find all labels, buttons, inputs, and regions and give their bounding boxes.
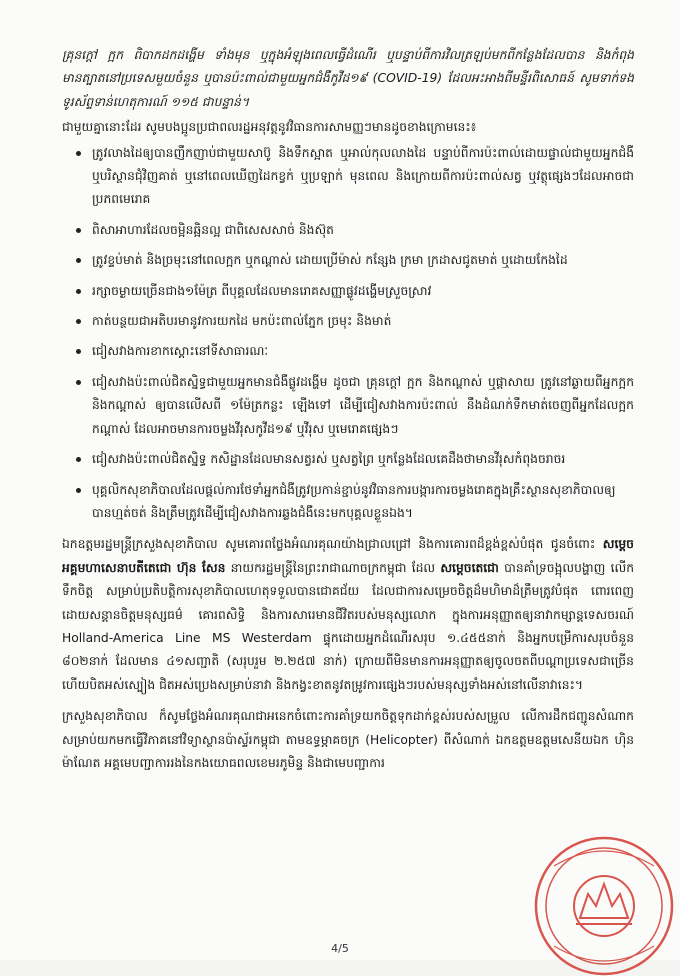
list-item: បុគ្គលិកសុខាភិបាលដែលផ្តល់ការថែទាំអ្នកជំងឺត្រូវប្រកាន់ខ្ជាប់នូវវិធានការបង្ការការចម្លងរោគក្នុងគ្រឹះស្ថានសុខាភិបាលឲ្យបានហ្មត់ចត់ និងត្រឹមត្រូវដើម្បីជៀសវាងការឆ្លងជំងឺនេះមកបុគ្គលខ្លួនឯង។ [92,479,634,526]
gratitude-text-3: បានគាំទ្រចង្អុលបង្ហាញ លើកទឹកចិត្ត សម្រាប់ប្រតិបត្តិការសុខាភិបាលហេតុទទួលបានជោគជ័យ ដែលជាការសម្រេចចិត្តដ៏មហិមាដ៏ត្រឹមត្រូវបំផុត ពោរពេញដោយសន្តានចិត្តមនុស្សធម៌ គោរពសិទ្ធិ និងការសារេមានជីវិតរបស់មនុស្សលោក ក្នុងការអនុញ្ញាតឲ្យនាវាកម្សាន្តទេសចរណ៍ Holland-America Line MS Westerdam ផ្ទុកដោយអ្នកដំណើរសរុប ១.៤៥៥នាក់ និងអ្នកបម្រើការសរុបចំនួន ៨០២នាក់ ដែលមាន ៤១សញ្ជាតិ (សរុបរួម ២.២៥៧ នាក់) ក្រោយពីមិនមានការអនុញ្ញាតឲ្យចូលចតពីបណ្តាប្រទេសជាច្រើន ហើយបិតអស់ស្បៀង ជិតអស់ប្រេងសម្រាប់នាវា និងកង្វះខាតនូវតម្រូវការផ្សេងៗរបស់មនុស្សទាំងអស់នៅលើនាវានេះ។ [62,560,635,692]
measures-list [62,142,634,526]
list-item: ជៀសវាងប៉ះពាល់ជិតស្និទ្ធ កសិដ្ឋានដែលមានសត្វរស់ ឬសត្វព្រៃ ឬកន្លែងដែលគេដឹងថាមានវីរុសកំពុងចរាចរ [92,448,634,471]
gratitude-text-2: នាយករដ្ឋមន្ត្រីនៃព្រះរាជាណាចក្រកម្ពុជា ដែល [225,560,441,575]
prime-minister-short-title: សម្តេចតេជោ [440,560,499,575]
list-item: កាត់បន្ថយជាអតិបរមានូវការយកដៃ មកប៉ះពាល់ភ្នែក ច្រមុះ និងមាត់ [92,310,634,333]
gratitude-paragraph [62,533,634,697]
list-item: រក្សាចម្ងាយច្រើនជាង១ម៉ែត្រ ពីបុគ្គលដែលមានរោគសញ្ញាផ្លូវដង្ហើមស្រួចស្រាវ [92,280,634,303]
list-item: ជៀសវាងប៉ះពាល់ជិតស្និទ្ធជាមួយអ្នកមានជំងឺផ្លូវដង្ហើម ដូចជា គ្រុនក្តៅ ក្អក និងកណ្តាស់ ឬផ្តាសាយ ត្រូវនៅឆ្ងាយពីអ្នកក្អក និងកណ្តាស់ ឲ្យបានលើសពី ១ម៉ែត្រកន្លះ ឡើងទៅ ដើម្បីជៀសវាងការប៉ះពាល់ នឹងដំណក់ទឹកមាត់ចេញពីអ្នកដែលក្អក កណ្តាស់ ដែលអាចមានការចម្លងវីរុសកូវីដ១៩ ឬវីរុស ឬមេរោគផ្សេងៗ [92,371,634,441]
lead-sentence: ជាមួយគ្នានោះដែរ សូមបងប្អូនប្រជាពលរដ្ឋអនុវត្តនូវវិធានការសាមញ្ញៗមានដូចខាងក្រោមនេះ៖ [62,120,477,135]
list-item: ជៀសវាងការខាកស្តោះនៅទីសាធារណៈ [92,340,634,363]
document-body [62,44,634,775]
helicopter-paragraph: ក្រសួងសុខាភិបាល ក៏សូមថ្លែងអំណរគុណជាអនេកចំពោះការគាំទ្រយកចិត្តទុកដាក់ខ្ពស់របស់សម្រួល លើការដឹកជញ្ជូនសំណាកសម្រាប់យកមកធ្វើវិភាគនៅវិទ្យាស្ថានប៉ាស្ទ័រកម្ពុជា តាមឧទ្ធម្ភាគចក្រ (Helicopter) ពីសំណាក់ ឯកឧត្តមឧត្តមសេនីយឯក ហ៊ិន ម៉ាណែត អគ្គមេបញ្ជាការរងនៃកងយោធពលខេមរភូមិន្ទ និងជាមេបញ្ជាការ [62,709,634,770]
list-item: ពិសាអាហារដែលចម្អិនឆ្អិនល្អ ជាពិសេសសាច់ និងស៊ុត [92,219,634,242]
prime-minister-name: សម្តេចអគ្គមហាសេនាបតីតេជោ ហ៊ុន សែន [62,537,634,575]
page-number: 4/5 [331,942,349,955]
intro-paragraph: គ្រុនក្តៅ ក្អក ពិបាកដកដង្ហើម ទាំងមុន ឬក្នុងអំឡុងពេលធ្វើដំណើរ ឬបន្ទាប់ពីការវិលត្រឡប់មកពីកន្លែងដែលបាន និងកំពុងមានត្បាតនៅប្រទេសមួយចំនួន ឬបានប៉ះពាល់ជាមួយអ្នកជំងឺកូវីដ១៩ (COVID-19) ដែលអះអាងពីមន្ទីរពិសោធន៍ សូមទាក់ទងទូរស័ព្ទទាន់ហេតុការណ៍ ១១៥ ជាបន្ទាន់។ [62,48,634,109]
list-item: ត្រូវខ្ទប់មាត់ និងច្រមុះនៅពេលក្អក ឬកណ្តាស់ ដោយប្រើម៉ាស់ កន្សែង ក្រមា ក្រដាសជូតមាត់ ឬដោយកែងដៃ [92,249,634,272]
gratitude-text-1: ឯកឧត្តមរដ្ឋមន្ត្រីក្រសួងសុខាភិបាល សូមគោរពថ្លែងអំណរគុណយ៉ាងជ្រាលជ្រៅ និងការគោរពដ៏ខ្ពង់ខ្ពស់បំផុត ជូនចំពោះ [62,537,603,552]
list-item: ត្រូវលាងដៃឲ្យបានញឹកញាប់ជាមួយសាប៊ូ និងទឹកស្អាត ឬអាល់កុលលាងដៃ បន្ទាប់ពីការប៉ះពាល់ដោយផ្ទាល់ជាមួយអ្នកជំងឺ ឬបរិស្ថានជុំវិញគាត់ ឬនៅពេលឃើញដៃកខ្វក់ ឬប្រឡាក់ មុនពេល និងក្រោយពីការប៉ះពាល់សត្វ ឬវត្ថុផ្សេងៗដែលអាចជាប្រភពមេរោគ [92,142,634,212]
